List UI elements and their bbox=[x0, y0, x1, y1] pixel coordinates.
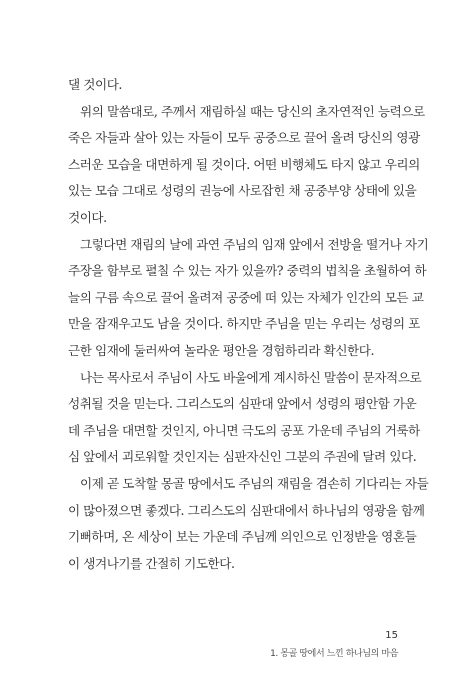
text-line: 데 주님을 대면할 것인지, 아니면 극도의 공포 가운데 주님의 거룩하 bbox=[68, 422, 420, 438]
text-line: 스러운 모습을 대면하게 될 것이다. 어떤 비행체도 타지 않고 우리의 bbox=[68, 156, 420, 172]
text-line: 주장을 함부로 펼칠 수 있는 자가 있을까? 중력의 법칙을 초월하여 하 bbox=[68, 263, 427, 279]
text-line: 이제 곧 도착할 몽골 땅에서도 주님의 재림을 겸손히 기다리는 자들 bbox=[80, 475, 429, 491]
text-line: 근한 임재에 둘러싸여 놀라운 평안을 경험하리라 확신한다. bbox=[68, 342, 375, 358]
body-text bbox=[68, 72, 429, 577]
text-line: 위의 말씀대로, 주께서 재림하실 때는 당신의 초자연적인 능력으로 bbox=[80, 103, 425, 119]
text-line: 심 앞에서 괴로워할 것인지는 심판자신인 그분의 주권에 달려 있다. bbox=[68, 449, 417, 465]
text-line: 만을 잠재우고도 남을 것이다. 하지만 주님을 믿는 우리는 성령의 포 bbox=[68, 316, 420, 332]
text-line: 죽은 자들과 살아 있는 자들이 모두 공중으로 끌어 올려 당신의 영광 bbox=[68, 130, 420, 146]
text-line: 성취될 것을 믿는다. 그리스도의 심판대 앞에서 성령의 평안함 가운 bbox=[68, 396, 417, 412]
text-line: 나는 목사로서 주님이 사도 바울에게 계시하신 말씀이 문자적으로 bbox=[80, 369, 422, 385]
text-line: 그렇다면 재림의 날에 과연 주님의 임재 앞에서 전방을 떨거나 자기 bbox=[80, 236, 429, 252]
text-line: 댈 것이다. bbox=[68, 77, 122, 92]
text-line: 있는 모습 그대로 성령의 권능에 사로잡힌 채 공중부양 상태에 있을 bbox=[68, 183, 417, 199]
text-line: 늘의 구름 속으로 끌어 올려져 공중에 떠 있는 자체가 인간의 모든 교 bbox=[68, 289, 424, 305]
running-footer-title: 1. 몽골 땅에서 느낀 하나님의 마음 bbox=[270, 649, 398, 659]
text-line: 이 생겨나기를 간절히 기도한다. bbox=[68, 555, 235, 571]
text-line: 기뻐하며, 온 세상이 보는 가운데 주님께 의인으로 인정받을 영혼들 bbox=[68, 529, 417, 545]
text-line: 것이다. bbox=[68, 209, 107, 225]
text-line: 이 많아졌으면 좋겠다. 그리스도의 심판대에서 하나님의 영광을 함께 bbox=[68, 502, 425, 518]
page-number: 15 bbox=[385, 630, 398, 641]
